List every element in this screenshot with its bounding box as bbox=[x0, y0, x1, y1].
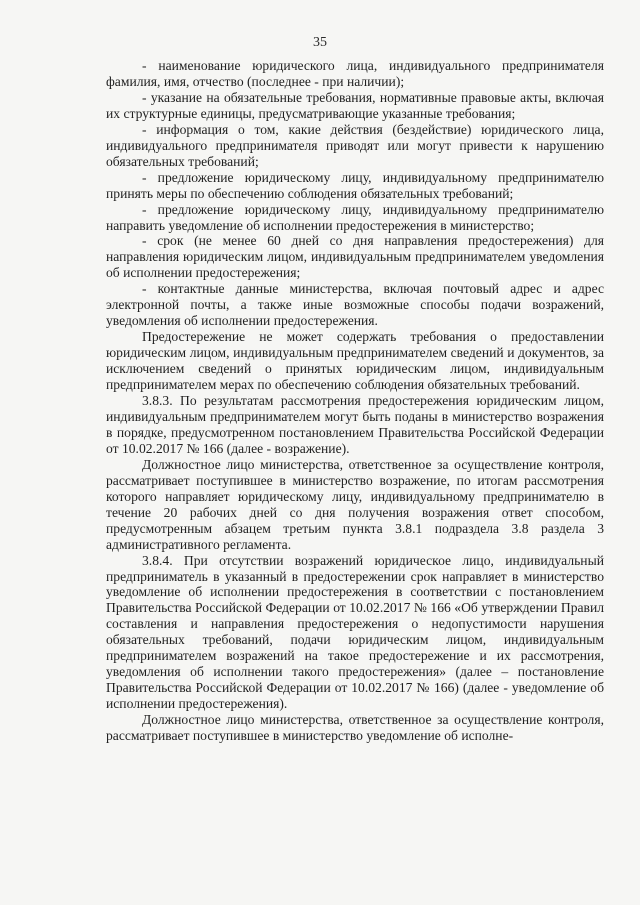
paragraph-warning-restrictions: Предостережение не может содержать требования о предоставлении юридическим лицом, индивидуальным предпринимателем сведений и документов, за исключением сведений о принятых юридическим лицом, индивидуальным предпринимателем мерах по обеспечению соблюдения обязательных требований. bbox=[106, 329, 604, 393]
paragraph-legal-entity-name: - наименование юридического лица, индивидуального предпринимателя фамилия, имя, отчество (последнее - при наличии); bbox=[106, 58, 604, 89]
paragraph-section-3-8-4: 3.8.4. При отсутствии возражений юридическое лицо, индивидуальный предприниматель в указанный в предостережении срок направляет в министерство уведомление об исполнении предостережения в соответствии с постановлением Правительства Российской Федерации от 10.02.2017 № 166 «Об утверждении Правил составления и направления предостережения о недопустимости нарушения обязательных требований, подачи юридическим лицом, индивидуальным предпринимателем возражений на такое предостережение и их рассмотрения, уведомления об исполнении такого предостережения» (далее – постановление Правительства Российской Федерации от 10.02.2017 № 166) (далее - уведомление об исполнении предостережения). bbox=[106, 552, 604, 712]
paragraph-notification-review: Должностное лицо министерства, ответственное за осуществление контроля, рассматривает поступившее в министерство уведомление об исполне- bbox=[106, 712, 604, 744]
paragraph-contact-details: - контактные данные министерства, включая почтовый адрес и адрес электронной почты, а также иные возможные способы подачи возражений, уведомления об исполнении предостережения. bbox=[106, 281, 604, 329]
paragraph-proposal-measures: - предложение юридическому лицу, индивидуальному предпринимателю принять меры по обеспечению соблюдения обязательных требований; bbox=[106, 169, 604, 201]
paragraph-objection-review: Должностное лицо министерства, ответственное за осуществление контроля, рассматривает поступившее в министерство возражение, по итогам рассмотрения которого направляет юридическому лицу, индивидуальному предпринимателю в течение 20 рабочих дней со дня получения возражения ответ способом, предусмотренным абзацем третьим пункта 3.8.1 подраздела 3.8 раздела 3 административного регламента. bbox=[106, 456, 604, 552]
page-number: 35 bbox=[313, 35, 327, 50]
paragraph-violation-actions: - информация о том, какие действия (бездействие) юридического лица, индивидуального предпринимателя приводят или могут привести к нарушению обязательных требований; bbox=[106, 121, 604, 169]
paragraph-deadline: - срок (не менее 60 дней со дня направления предостережения) для направления юридическим лицом, индивидуальным предпринимателем уведомления об исполнении предостережения; bbox=[106, 233, 604, 281]
page-body bbox=[106, 58, 604, 744]
paragraph-section-3-8-3: 3.8.3. По результатам рассмотрения предостережения юридическим лицом, индивидуальным предпринимателем могут быть поданы в министерство возражения в порядке, предусмотренном постановлением Правительства Российской Федерации от 10.02.2017 № 166 (далее - возражение). bbox=[106, 393, 604, 456]
paragraph-mandatory-requirements: - указание на обязательные требования, нормативные правовые акты, включая их структурные единицы, предусматривающие указанные требования; bbox=[106, 89, 604, 121]
paragraph-proposal-notification: - предложение юридическому лицу, индивидуальному предпринимателю направить уведомление об исполнении предостережения в министерство; bbox=[106, 201, 604, 233]
